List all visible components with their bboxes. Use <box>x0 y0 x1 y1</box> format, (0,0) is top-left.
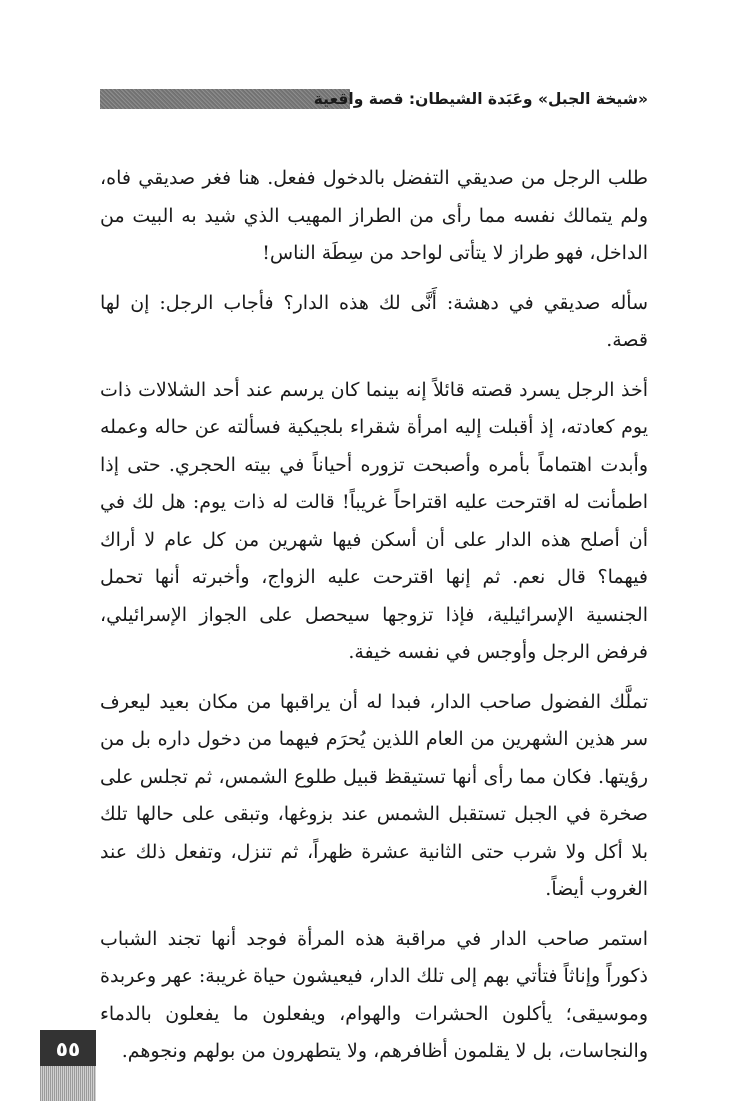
page-number-texture <box>40 1066 96 1101</box>
page-number-tab <box>40 1030 96 1101</box>
chapter-title: «شيخة الجبل» وعَبَدة الشيطان: قصة واقعية <box>313 90 648 108</box>
paragraph-1: طلب الرجل من صديقي التفضل بالدخول ففعل. هنا فغر صديقي فاه، ولم يتمالك نفسه مما رأى من الطراز المهيب الذي شيد به البيت من الداخل، فهو طراز لا يتأتى لواحد من سِطَة الناس! <box>100 167 648 264</box>
page-body <box>100 160 648 1083</box>
page-number: ٥٥ <box>55 1037 81 1061</box>
paragraph-3: أخذ الرجل يسرد قصته قائلاً إنه بينما كان يرسم عند أحد الشلالات ذات يوم كعادته، إذ أقبلت إليه امرأة شقراء بلجيكية فسألته عن حاله وعمله وأبدت اهتماماً بأمره وأصبحت تزوره أحياناً في بيته الحجري. حتى إذا اطمأنت له اقترحت عليه اقتراحاً غريباً! قالت له ذات يوم: هل لك في أن أصلح هذه الدار على أن أسكن فيها شهرين من كل عام لا أراك فيهما؟ قال نعم. ثم إنها اقترحت عليه الزواج، وأخبرته أنها تحمل الجنسية الإسرائيلية، فإذا تزوجها سيحصل على الجواز الإسرائيلي، فرفض الرجل وأوجس في نفسه خيفة. <box>100 378 648 663</box>
paragraph-5: استمر صاحب الدار في مراقبة هذه المرأة فوجد أنها تجند الشباب ذكوراً وإناثاً فتأتي بهم إلى تلك الدار، فيعيشون حياة غريبة: عهر وعربدة وموسيقى؛ يأكلون الحشرات والهوام، ويفعلون ما يفعلون بالدماء والنجاسات، بل لا يقلمون أظافرهم، ولا يتطهرون من بولهم ونجوهم. <box>100 927 648 1062</box>
running-header <box>100 86 648 112</box>
header-decorative-bar <box>100 89 350 109</box>
paragraph-4: تملَّك الفضول صاحب الدار، فبدا له أن يراقبها من مكان بعيد ليعرف سر هذين الشهرين من العام اللذين يُحرَم فيهما من دخول داره بل من رؤيتها. فكان مما رأى أنها تستيقظ قبيل طلوع الشمس، ثم تجلس على صخرة في الجبل تستقبل الشمس عند بزوغها، وتبقى على حالها تلك بلا أكل ولا شرب حتى الثانية عشرة ظهراً، ثم تنزل، وتفعل ذلك عند الغروب أيضاً. <box>100 690 648 900</box>
paragraph-2: سأله صديقي في دهشة: أَنَّى لك هذه الدار؟ فأجاب الرجل: إن لها قصة. <box>100 291 648 351</box>
